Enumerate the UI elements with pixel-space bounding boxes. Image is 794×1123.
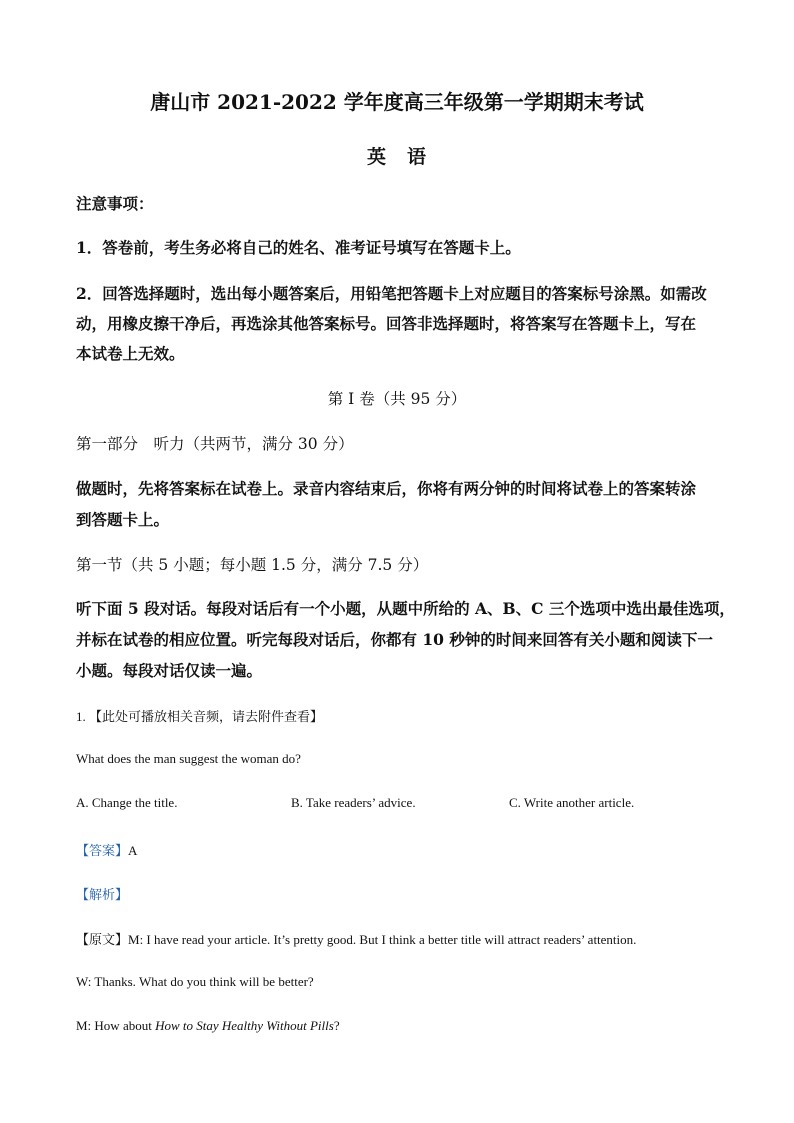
audio-placeholder-note: 【此处可播放相关音频，请去附件查看】 [89, 709, 324, 724]
transcript-line-3 [76, 1018, 340, 1034]
question-1-header [76, 706, 323, 725]
original-label: 【原文】 [76, 932, 129, 947]
notes-item-1: 1．答卷前，考生务必将自己的姓名、准考证号填写在答题卡上。 [76, 238, 521, 257]
subject-char-2: 语 [407, 146, 428, 168]
answer-label: 【答案】 [76, 843, 129, 858]
section1-heading: 第一节（共 5 小题；每小题 1.5 分，满分 7.5 分） [76, 556, 429, 574]
option-b: B. Take readers’ advice. [291, 795, 416, 810]
transcript-text-1: M: I have read your article. It’s pretty good. But I think a better title will attract readers’ attention. [128, 932, 637, 947]
notes-item-2-line-3: 本试卷上无效。 [76, 344, 185, 363]
notes-item-2-line-2: 动，用橡皮擦干净后，再选涂其他答案标号。回答非选择题时，将答案写在答题卡上，写在 [76, 314, 697, 333]
question-1-number: 1. [76, 709, 86, 724]
answer-line [76, 840, 137, 859]
part1-heading: 第一部分 听力（共两节，满分 30 分） [76, 435, 354, 453]
answer-value: A [128, 843, 138, 858]
volume-heading: 第 I 卷（共 95 分） [327, 390, 467, 408]
notes-item-2-line-1: 2．回答选择题时，选出每小题答案后，用铅笔把答题卡上对应题目的答案标号涂黑。如需改 [76, 284, 707, 303]
section1-instructions-line-2: 并标在试卷的相应位置。听完每段对话后，你都有 10 秒钟的时间来回答有关小题和阅读下一 [76, 630, 713, 649]
part1-instructions-line-1: 做题时，先将答案标在试卷上。录音内容结束后，你将有两分钟的时间将试卷上的答案转涂 [76, 479, 697, 498]
section1-instructions-line-3: 小题。每段对话仅读一遍。 [76, 661, 263, 680]
transcript-3-title: How to Stay Healthy Without Pills [155, 1018, 334, 1033]
exam-title: 唐山市 2021-2022 学年度高三年级第一学期期末考试 [150, 90, 644, 114]
question-1-stem: What does the man suggest the woman do? [76, 751, 301, 766]
transcript-3-suffix: ? [333, 1018, 340, 1033]
subject-char-1: 英 [366, 146, 387, 168]
transcript-line-1 [76, 929, 636, 948]
option-a: A. Change the title. [76, 795, 178, 810]
analysis-label: 【解析】 [76, 887, 129, 902]
transcript-3-prefix: M: How about [76, 1018, 156, 1033]
subject-title [0, 142, 794, 169]
section1-instructions-line-1: 听下面 5 段对话。每段对话后有一个小题，从题中所给的 A、B、C 三个选项中选出最佳选项， [76, 599, 735, 618]
notes-heading: 注意事项： [76, 194, 154, 213]
transcript-line-2: W: Thanks. What do you think will be better? [76, 974, 314, 989]
part1-instructions-line-2: 到答题卡上。 [76, 510, 170, 529]
option-c: C. Write another article. [509, 795, 635, 810]
